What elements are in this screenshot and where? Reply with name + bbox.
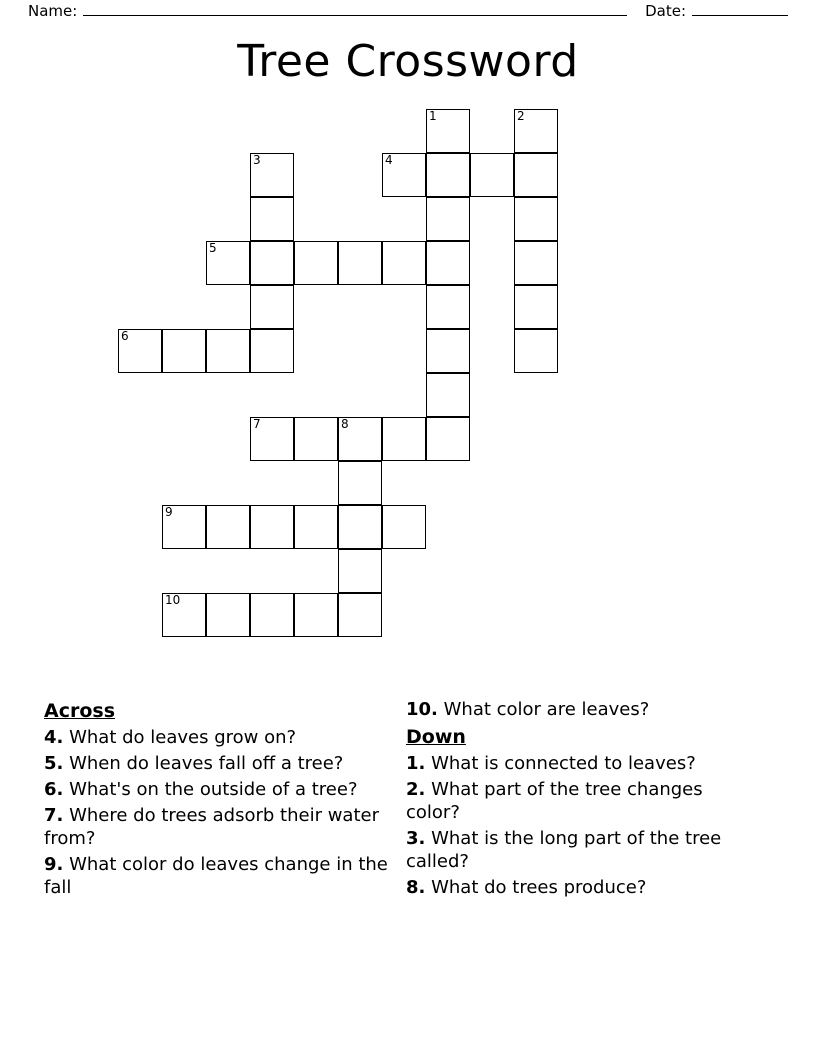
across-clue-list-right bbox=[406, 698, 756, 721]
crossword-grid[interactable] bbox=[0, 105, 816, 695]
clue-text: What color do leaves change in the fall bbox=[44, 854, 388, 898]
crossword-cell[interactable] bbox=[514, 241, 558, 285]
clue-item bbox=[406, 752, 756, 775]
clue-item bbox=[44, 752, 394, 775]
crossword-cell[interactable] bbox=[426, 329, 470, 373]
clue-text: What color are leaves? bbox=[437, 699, 650, 720]
clue-number: 4. bbox=[44, 727, 64, 748]
clue-item bbox=[44, 726, 394, 749]
crossword-cell[interactable] bbox=[426, 109, 470, 153]
clue-item bbox=[406, 827, 756, 873]
crossword-cell[interactable] bbox=[294, 593, 338, 637]
cell-number: 4 bbox=[385, 153, 393, 167]
clue-number: 2. bbox=[406, 779, 426, 800]
crossword-cell[interactable] bbox=[338, 593, 382, 637]
across-clue-list-left bbox=[44, 726, 394, 899]
crossword-cell[interactable] bbox=[382, 417, 426, 461]
clue-item bbox=[406, 876, 756, 899]
crossword-cell[interactable] bbox=[206, 505, 250, 549]
crossword-cell[interactable] bbox=[426, 373, 470, 417]
cell-number: 7 bbox=[253, 417, 261, 431]
crossword-cell[interactable] bbox=[206, 593, 250, 637]
clue-text: What is connected to leaves? bbox=[425, 753, 696, 774]
crossword-cell[interactable] bbox=[514, 329, 558, 373]
clue-text: When do leaves fall off a tree? bbox=[63, 753, 344, 774]
crossword-cell[interactable] bbox=[382, 153, 426, 197]
clue-text: What part of the tree changes color? bbox=[406, 779, 703, 823]
clue-item bbox=[44, 853, 394, 899]
clues-column-left bbox=[44, 698, 394, 902]
crossword-cell[interactable] bbox=[426, 417, 470, 461]
date-label: Date: bbox=[645, 2, 686, 20]
cell-number: 1 bbox=[429, 109, 437, 123]
crossword-cell[interactable] bbox=[250, 285, 294, 329]
clue-item bbox=[44, 804, 394, 850]
clue-number: 10. bbox=[406, 699, 438, 720]
clue-number: 9. bbox=[44, 854, 64, 875]
crossword-cell[interactable] bbox=[338, 241, 382, 285]
crossword-cell[interactable] bbox=[250, 329, 294, 373]
across-heading: Across bbox=[44, 700, 116, 722]
crossword-cell[interactable] bbox=[250, 241, 294, 285]
crossword-cell[interactable] bbox=[338, 549, 382, 593]
clues-section bbox=[44, 698, 772, 998]
crossword-cell[interactable] bbox=[514, 197, 558, 241]
crossword-cell[interactable] bbox=[514, 285, 558, 329]
name-write-line[interactable] bbox=[83, 3, 627, 16]
crossword-cell[interactable] bbox=[470, 153, 514, 197]
crossword-cell[interactable] bbox=[206, 241, 250, 285]
clue-text: What's on the outside of a tree? bbox=[63, 779, 358, 800]
cell-number: 10 bbox=[165, 593, 181, 607]
crossword-cell[interactable] bbox=[338, 417, 382, 461]
cell-number: 9 bbox=[165, 505, 173, 519]
cell-number: 2 bbox=[517, 109, 525, 123]
crossword-cell[interactable] bbox=[250, 153, 294, 197]
crossword-cell[interactable] bbox=[514, 109, 558, 153]
crossword-cell[interactable] bbox=[338, 505, 382, 549]
clue-item bbox=[44, 778, 394, 801]
cell-number: 3 bbox=[253, 153, 261, 167]
crossword-cell[interactable] bbox=[382, 505, 426, 549]
cell-number: 8 bbox=[341, 417, 349, 431]
crossword-cell[interactable] bbox=[294, 241, 338, 285]
crossword-cell[interactable] bbox=[382, 241, 426, 285]
page-title: Tree Crossword bbox=[237, 36, 579, 87]
worksheet-header bbox=[28, 2, 788, 20]
crossword-cell[interactable] bbox=[250, 593, 294, 637]
crossword-cell[interactable] bbox=[250, 197, 294, 241]
crossword-cell[interactable] bbox=[162, 505, 206, 549]
clue-text: What is the long part of the tree called? bbox=[406, 828, 722, 872]
crossword-cell[interactable] bbox=[338, 461, 382, 505]
date-write-line[interactable] bbox=[692, 3, 788, 16]
clue-number: 6. bbox=[44, 779, 64, 800]
crossword-cell[interactable] bbox=[426, 285, 470, 329]
crossword-cell[interactable] bbox=[426, 197, 470, 241]
clue-number: 8. bbox=[406, 877, 426, 898]
clue-text: What do trees produce? bbox=[425, 877, 647, 898]
clue-text: Where do trees adsorb their water from? bbox=[44, 805, 379, 849]
down-clue-list bbox=[406, 752, 756, 899]
cell-number: 6 bbox=[121, 329, 129, 343]
clue-item bbox=[406, 778, 756, 824]
clue-number: 5. bbox=[44, 753, 64, 774]
down-heading: Down bbox=[406, 726, 466, 748]
crossword-cell[interactable] bbox=[426, 241, 470, 285]
crossword-cell[interactable] bbox=[250, 505, 294, 549]
crossword-cell[interactable] bbox=[294, 505, 338, 549]
clue-item bbox=[406, 698, 756, 721]
cell-number: 5 bbox=[209, 241, 217, 255]
crossword-cell[interactable] bbox=[206, 329, 250, 373]
clues-column-right bbox=[406, 698, 756, 902]
crossword-cell[interactable] bbox=[426, 153, 470, 197]
crossword-cell[interactable] bbox=[294, 417, 338, 461]
clue-number: 7. bbox=[44, 805, 64, 826]
name-label: Name: bbox=[28, 2, 78, 20]
crossword-cell[interactable] bbox=[250, 417, 294, 461]
crossword-cell[interactable] bbox=[162, 329, 206, 373]
clue-number: 3. bbox=[406, 828, 426, 849]
crossword-cell[interactable] bbox=[118, 329, 162, 373]
clue-number: 1. bbox=[406, 753, 426, 774]
clue-text: What do leaves grow on? bbox=[63, 727, 297, 748]
crossword-cell[interactable] bbox=[162, 593, 206, 637]
crossword-cell[interactable] bbox=[514, 153, 558, 197]
